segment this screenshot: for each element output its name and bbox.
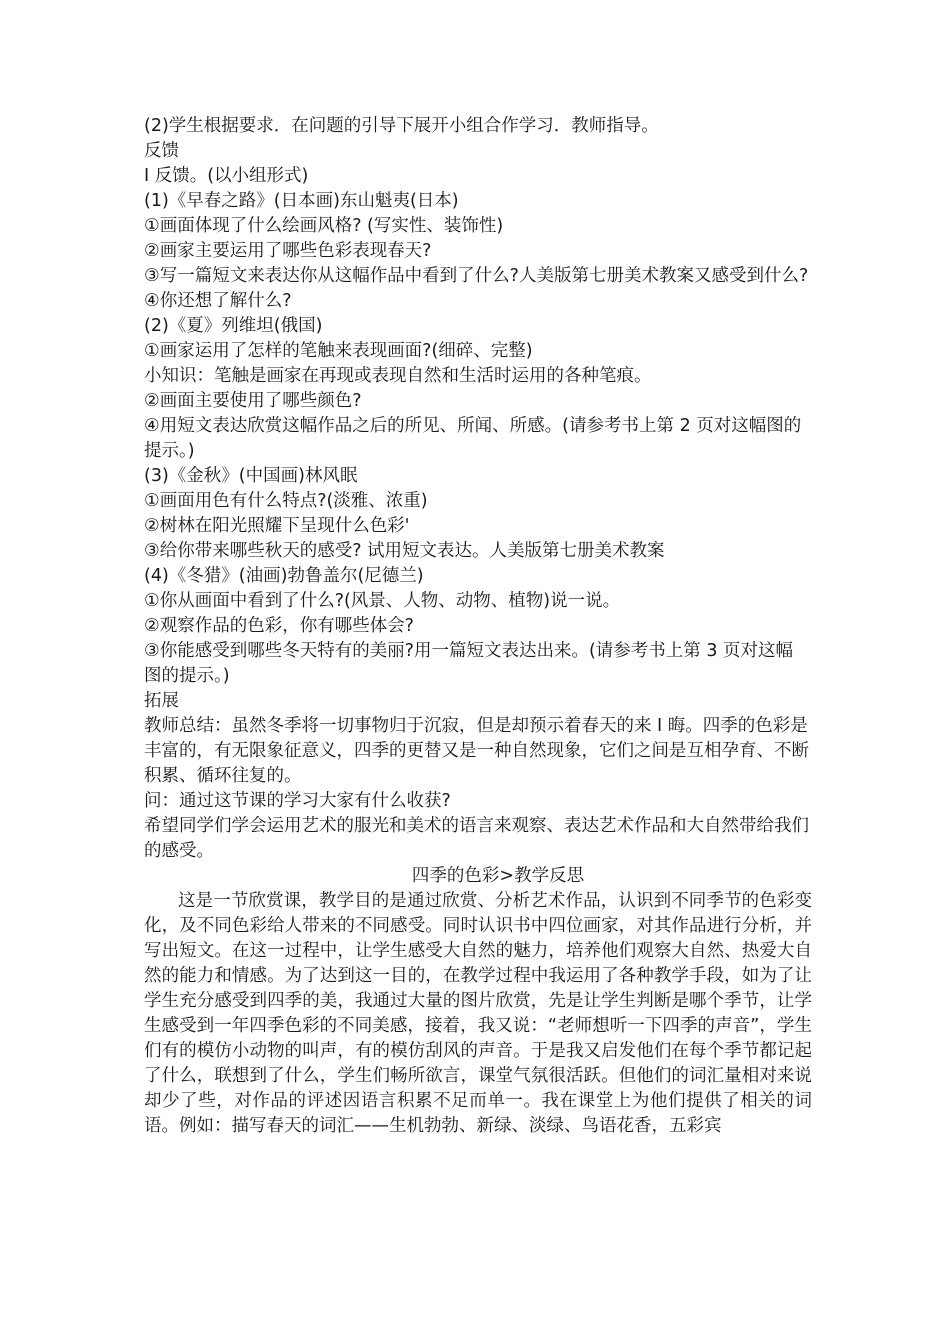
artwork-summer-title: (2)《夏》列维坦(俄国) xyxy=(144,316,323,336)
spring-question-1: ①画面体现了什么绘画风格? (写实性、装饰性) xyxy=(144,216,504,236)
teaching-reflection xyxy=(144,864,812,1139)
winter-question-3: ③你能感受到哪些冬天特有的美丽?用一篇短文表达出来。(请参考书上第 3 页对这幅 xyxy=(144,641,794,661)
closing-wish-cont: 的感受。 xyxy=(144,841,214,861)
step-group-learning: (2)学生根据要求．在问题的引导下展开小组合作学习．教师指导。 xyxy=(144,116,659,136)
knowledge-tip: 小知识：笔触是画家在再现或表现自然和生活时运用的各种笔痕。 xyxy=(144,366,652,386)
summer-question-2: ②画面主要使用了哪些颜色? xyxy=(144,391,362,411)
autumn-question-2: ②树林在阳光照耀下呈现什么色彩' xyxy=(144,516,410,536)
summer-question-4: ④用短文表达欣赏这幅作品之后的所见、所闻、所感。(请参考书上第 2 页对这幅图的提示。) xyxy=(144,416,802,461)
feedback-intro: I 反馈。(以小组形式) xyxy=(144,166,309,186)
autumn-question-3: ③给你带来哪些秋天的感受? 试用短文表达。人美版第七册美术教案 xyxy=(144,541,665,561)
teacher-summary: 教师总结：虽然冬季将一切事物归于沉寂，但是却预示着春天的来 I 晦。四季的色彩是丰富的，有无限象征意义，四季的更替又是一种自然现象，它们之间是互相孕育、不断积累、循环往复的。 xyxy=(144,716,809,786)
winter-question-1: ①你从画面中看到了什么?(风景、人物、动物、植物)说一说。 xyxy=(144,591,621,611)
summer-question-1: ①画家运用了怎样的笔触来表现画面?(细碎、完整) xyxy=(144,341,533,361)
reflection-title: 四季的色彩>教学反思 xyxy=(411,866,585,886)
document-page xyxy=(144,114,812,1139)
autumn-question-1: ①画面用色有什么特点?(淡雅、浓重) xyxy=(144,491,428,511)
spring-question-2: ②画家主要运用了哪些色彩表现春天? xyxy=(144,241,432,261)
closing-question: 问：通过这节课的学习大家有什么收获? xyxy=(144,791,451,811)
artwork-spring-title: (1)《早春之路》(日本画)东山魁夷(日本) xyxy=(144,191,459,211)
winter-question-3-cont: 图的提示。) xyxy=(144,666,230,686)
reflection-body: 这是一节欣赏课，教学目的是通过欣赏、分析艺术作品，认识到不同季节的色彩变化，及不同色彩给人带来的不同感受。同时认识书中四位画家，对其作品进行分析，并写出短文。在这一过程中，让学生感受大自然的魅力，培养他们观察大自然、热爱大自然的能力和情感。为了达到这一目的，在教学过程中我运用了各种教学手段，如为了让学生充分感受到四季的美，我通过大量的图片欣赏，先是让学生判断是哪个季节，让学生感受到一年四季色彩的不同美感，接着，我又说：“老师想听一下四季的声音”，学生们有的模仿小动物的叫声，有的模仿刮风的声音。于是我又启发他们在每个季节都记起了什么，联想到了什么，学生们畅所欲言，课堂气氛很活跃。但他们的词汇量相对来说却少了些，对作品的评述因语言积累不足而单一。我在课堂上为他们提供了相关的词语。例如：描写春天的词汇——生机勃勃、新绿、淡绿、鸟语花香，五彩宾 xyxy=(144,891,812,1136)
lesson-procedure xyxy=(144,114,812,864)
artwork-autumn-title: (3)《金秋》(中国画)林风眠 xyxy=(144,466,358,486)
section-heading-extension: 拓展 xyxy=(144,691,179,711)
winter-question-2: ②观察作品的色彩，你有哪些体会? xyxy=(144,616,414,636)
artwork-winter-title: (4)《冬猎》(油画)勃鲁盖尔(尼德兰) xyxy=(144,566,424,586)
closing-wish: 希望同学们学会运用艺术的服光和美术的语言来观察、表达艺术作品和大自然带给我们 xyxy=(144,816,809,836)
spring-question-3: ③写一篇短文来表达你从这幅作品中看到了什么?人美版第七册美术教案又感受到什么?④你还想了解什么? xyxy=(144,266,809,311)
section-heading-feedback: 反馈 xyxy=(144,141,179,161)
